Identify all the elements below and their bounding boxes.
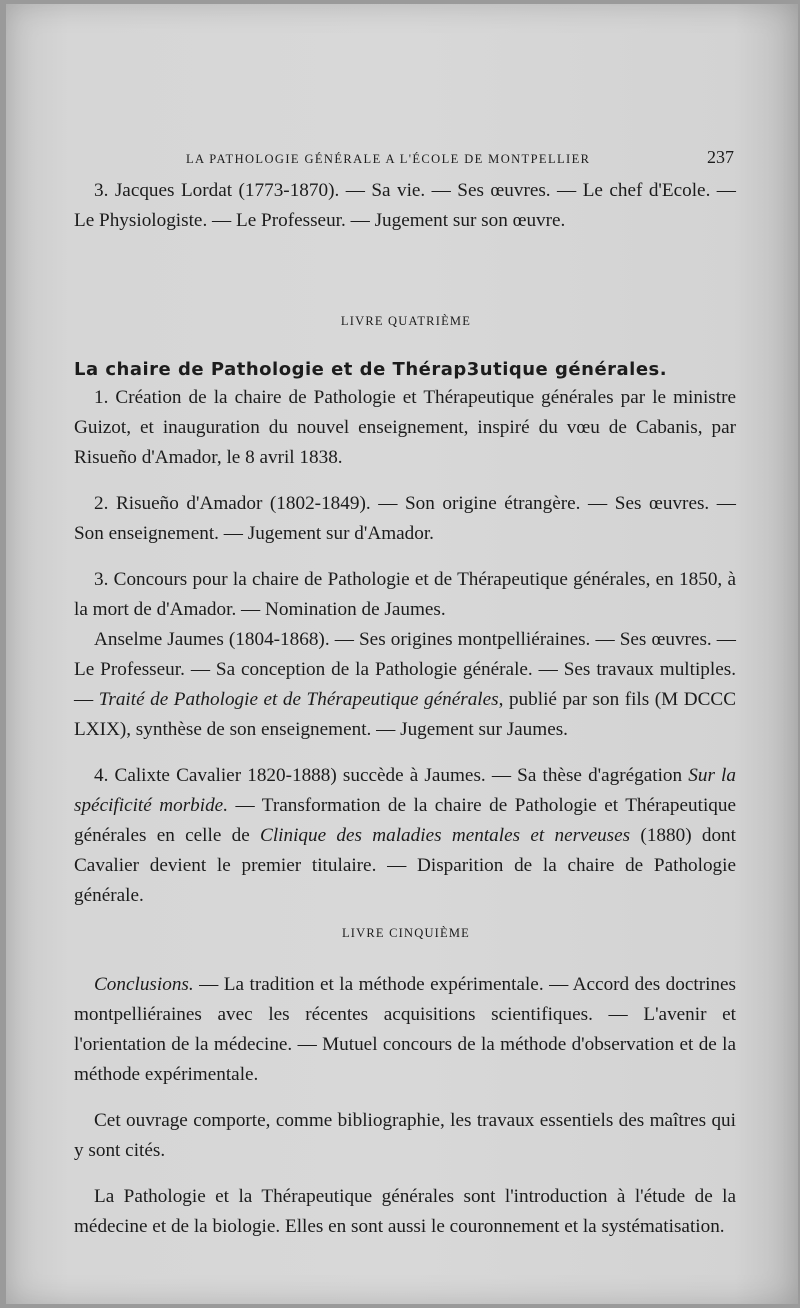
livre-quatrieme-label: LIVRE QUATRIÈME — [340, 314, 472, 328]
jaumes-traite-title: Traité de Pathologie et de Thérapeutique générales — [98, 689, 499, 710]
livre-quatrieme-block — [74, 357, 736, 911]
conclusions-text: — La tradition et la méthode expérimentale. — Accord des doctrines montpelliéraines avec les récentes acquisitions scientifiques. — L'avenir et l'orientation de la médecine. — Mutuel concours de la méthode d'observation et de la méthode expérimentale. — [74, 974, 736, 1085]
cavalier-text-mid: — Transformation de la chaire de Pathologie et Thérapeutique générales en celle de — [74, 795, 737, 846]
paragraph-cavalier — [74, 761, 736, 911]
conclusions-title: Conclusions. — [94, 974, 194, 995]
running-title: LA PATHOLOGIE GÉNÉRALE A L'ÉCOLE DE MONTPELLIER — [186, 152, 591, 166]
livre-cinquieme-label: LIVRE CINQUIÈME — [341, 926, 471, 940]
page-number: 237 — [707, 147, 734, 167]
cavalier-clinique-title: Clinique des maladies mentales et nerveuses — [260, 825, 631, 846]
cavalier-text-end: (1880) dont Cavalier devient le premier titulaire. — Disparition de la chaire de Pathologie générale. — [74, 825, 736, 906]
livre-quatrieme-heading: La chaire de Pathologie et de Thérap3utique générales. — [74, 359, 668, 380]
paragraph-concours: 3. Concours pour la chaire de Pathologie et de Thérapeutique générales, en 1850, à la mort de d'Amador. — Nomination de Jaumes. — [74, 569, 736, 620]
livre-cinquieme-block — [74, 970, 736, 1242]
jaumes-text-end: , publié par son fils (M DCCC LXIX), synthèse de son enseignement. — Jugement sur Jaumes. — [74, 689, 737, 740]
cavalier-text-start: 4. Calixte Cavalier 1820-1888) succède à Jaumes. — Sa thèse d'agrégation — [94, 765, 689, 786]
paragraph-creation: 1. Création de la chaire de Pathologie et Thérapeutique générales par le ministre Guizot, et inauguration du nouvel enseignement, inspiré du vœu de Cabanis, par Risueño d'Amador, le 8 avril 1838. — [74, 387, 736, 468]
intro-block — [74, 176, 736, 236]
paragraph-jaumes — [74, 625, 736, 745]
running-header — [186, 147, 734, 168]
jaumes-text-start: Anselme Jaumes (1804-1868). — Ses origines montpelliéraines. — Ses œuvres. — Le Professeur. — Sa conception de la Pathologie générale. — Ses travaux multiples. — — [74, 629, 736, 710]
cavalier-these-title: Sur la spécificité morbide. — [74, 765, 736, 816]
paragraph-final: La Pathologie et la Thérapeutique générales sont l'introduction à l'étude de la médecine et de la biologie. Elles en sont aussi le couronnement et la systématisation. — [74, 1186, 736, 1237]
intro-paragraph: 3. Jacques Lordat (1773-1870). — Sa vie. — Ses œuvres. — Le chef d'Ecole. — Le Physiologiste. — Le Professeur. — Jugement sur son œuvre. — [74, 180, 736, 231]
paragraph-conclusions — [74, 970, 736, 1090]
paragraph-amador: 2. Risueño d'Amador (1802-1849). — Son origine étrangère. — Ses œuvres. — Son enseignement. — Jugement sur d'Amador. — [74, 493, 736, 544]
book-page — [6, 4, 798, 1304]
paragraph-bibliographie: Cet ouvrage comporte, comme bibliographie, les travaux essentiels des maîtres qui y sont cités. — [74, 1110, 736, 1161]
